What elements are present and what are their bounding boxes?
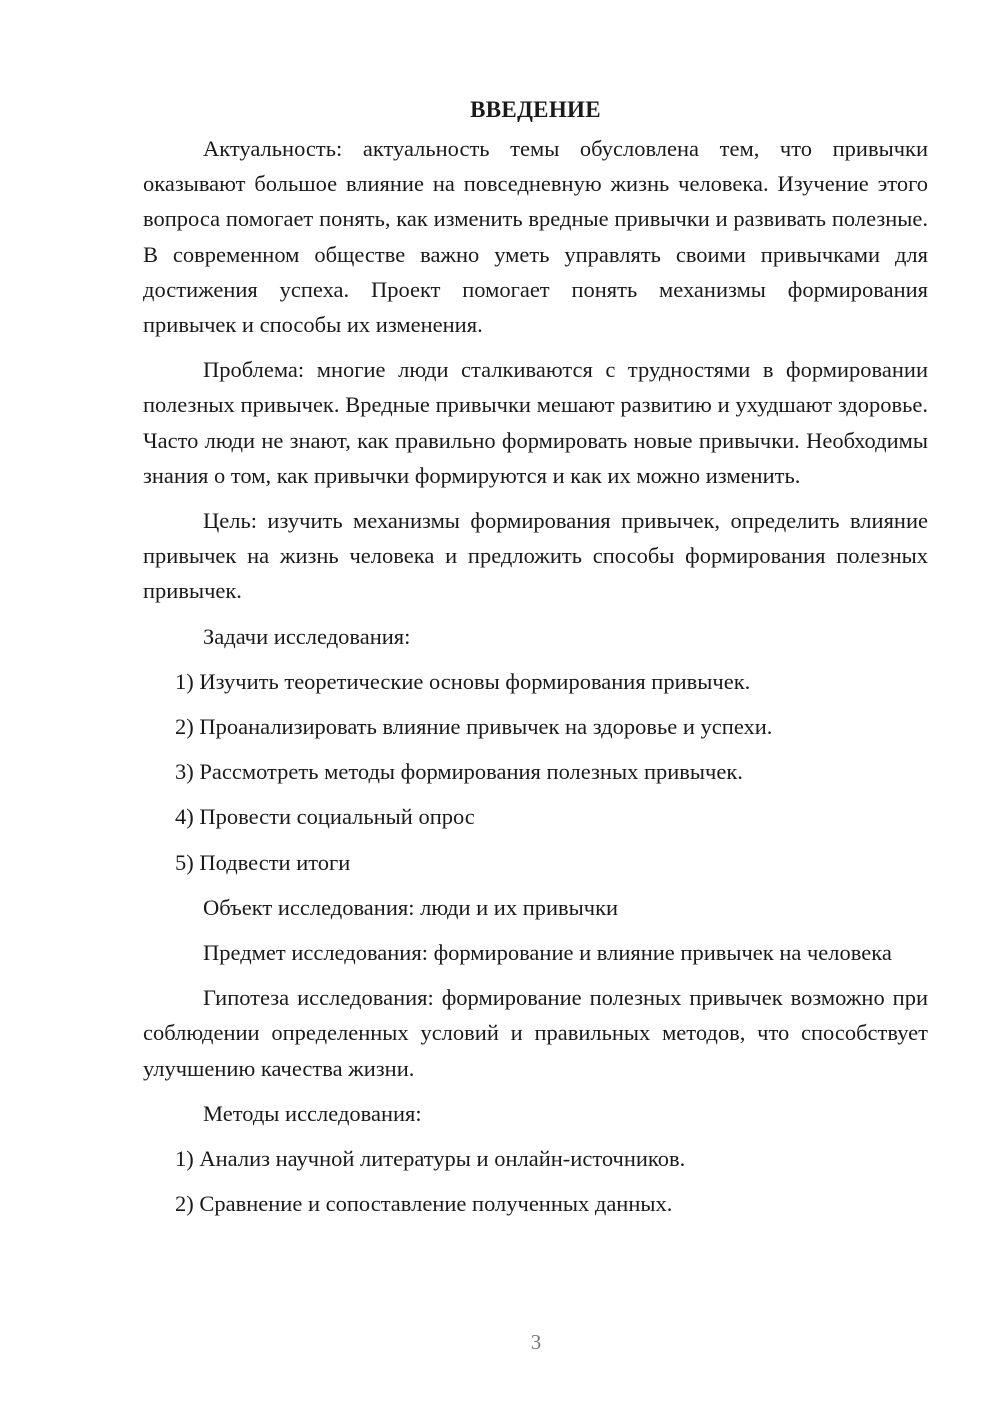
method-item-2: 2) Сравнение и сопоставление полученных данных. <box>175 1191 673 1217</box>
tasks-heading: Задачи исследования: <box>203 623 411 649</box>
page-number: 3 <box>530 1330 542 1354</box>
relevance-paragraph: Актуальность: актуальность темы обусловлена тем, что привычки оказывают большое влияние на повседневную жизнь человека. Изучение этого вопроса помогает понять, как изменить вредные привычки и развивать полезные. В современном обществе важно уметь управлять своими привычками для достижения успеха. Проект помогает понять механизмы формирования привычек и способы их изменения. <box>143 136 928 338</box>
methods-heading: Методы исследования: <box>203 1100 422 1126</box>
task-item-3: 3) Рассмотреть методы формирования полезных привычек. <box>175 759 743 785</box>
task-item-5: 5) Подвести итоги <box>175 849 351 875</box>
hypothesis-paragraph: Гипотеза исследования: формирование полезных привычек возможно при соблюдении определенных условий и правильных методов, что способствует улучшению качества жизни. <box>143 985 928 1081</box>
subject-paragraph: Предмет исследования: формирование и влияние привычек на человека <box>203 940 892 966</box>
object-line: Объект исследования: люди и их привычки <box>203 894 619 920</box>
task-item-4: 4) Провести социальный опрос <box>175 804 475 830</box>
goal-paragraph: Цель: изучить механизмы формирования привычек, определить влияние привычек на жизнь человека и предложить способы формирования полезных привычек. <box>143 508 928 604</box>
task-item-2: 2) Проанализировать влияние привычек на здоровье и успехи. <box>175 714 773 740</box>
problem-paragraph: Проблема: многие люди сталкиваются с трудностями в формировании полезных привычек. Вредные привычки мешают развитию и ухудшают здоровье. Часто люди не знают, как правильно формировать новые привычки. Необходимы знания о том, как привычки формируются и как их можно изменить. <box>143 357 928 488</box>
page-content <box>143 92 928 1231</box>
method-item-1: 1) Анализ научной литературы и онлайн-источников. <box>175 1146 686 1172</box>
task-item-1: 1) Изучить теоретические основы формирования привычек. <box>175 668 751 694</box>
section-title: ВВЕДЕНИЕ <box>470 97 601 122</box>
